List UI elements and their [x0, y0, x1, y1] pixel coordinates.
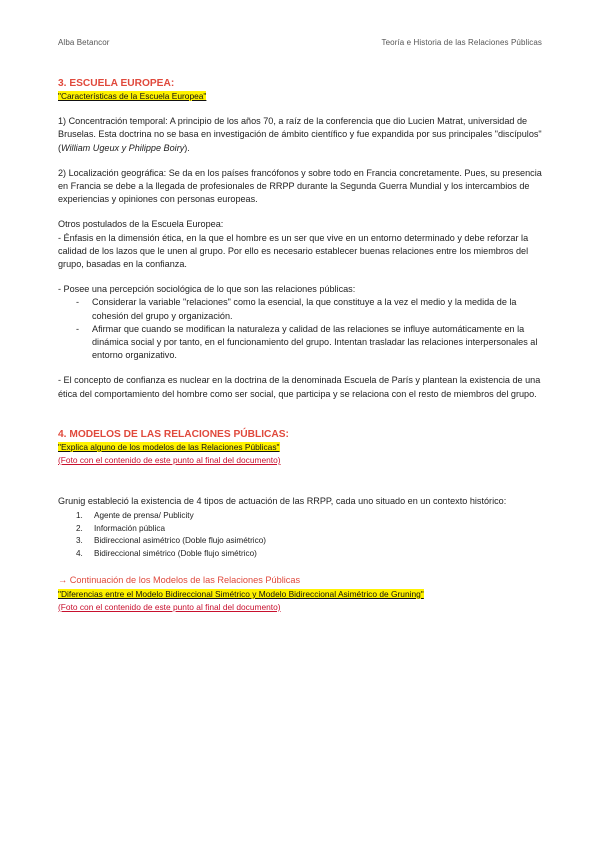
section3-paragraph-2: 2) Localización geográfica: Se da en los países francófonos y sobre todo en Francia concretamente. Pues, su presencia en Francia se debe a la llegada de profesionales de RRPP durante la Segunda Guerra Mundial y los intercambios de experiencias y opiniones con personas europeas.: [58, 167, 542, 205]
section3-title: 3. ESCUELA EUROPEA:: [58, 78, 175, 89]
continuation-heading: → Continuación de los Modelos de las Relaciones Públicas: [58, 575, 301, 586]
list-item: 4. Bidireccional simétrico (Doble flujo simétrico): [76, 548, 257, 558]
header-course: Teoría e Historia de las Relaciones Públicas: [381, 38, 542, 47]
section3-paragraph-1: [58, 115, 544, 155]
p1-italic-names: William Ugeux y Philippe Boiry: [61, 142, 185, 153]
model-text: Bidireccional simétrico (Doble flujo simétrico): [94, 548, 257, 558]
list-item: 2. Información pública: [76, 523, 165, 533]
header-author: Alba Betancor: [58, 38, 110, 47]
percepcion-sociologica: - Posee una percepción sociológica de lo que son las relaciones públicas:: [58, 284, 356, 295]
otros-postulados-title: Otros postulados de la Escuela Europea:: [58, 219, 224, 230]
section4-photo-note-2: (Foto con el contenido de este punto al final del documento): [58, 601, 281, 612]
grunig-paragraph: Grunig estableció la existencia de 4 tipos de actuación de las RRPP, cada uno situado en un contexto histórico:: [58, 496, 507, 507]
model-text: Agente de prensa/ Publicity: [94, 511, 194, 521]
model-text: Información pública: [94, 523, 165, 533]
section4-title: 4. MODELOS DE LAS RELACIONES PÚBLICAS:: [58, 428, 289, 440]
p1-end: ).: [184, 142, 190, 153]
confianza-paragraph: - El concepto de confianza es nuclear en la doctrina de la denominada Escuela de París y plantean la existencia de una ética del comportamiento del hombre como ser social, que participa y se relaciona con el resto de miembros del grupo.: [58, 375, 541, 399]
models-list: [58, 510, 544, 560]
list-item: 3. Bidireccional asimétrico (Doble flujo asimétrico): [76, 536, 266, 546]
bullet-text: Afirmar que cuando se modifican la naturaleza y calidad de las relaciones se influye automáticamente en la dinámica social y por tanto, en el funcionamiento del grupo. Intentan trasladar las relaciones interpersonales al entorno organizativo.: [92, 323, 538, 361]
model-text: Bidireccional asimétrico (Doble flujo asimétrico): [94, 536, 266, 546]
section3-prompt: "Características de la Escuela Europea": [58, 91, 207, 101]
percepcion-list: [58, 296, 544, 362]
bullet-text: Considerar la variable "relaciones" como la esencial, la que constituye a la vez el medio y la medida de la cohesión del grupo y organización.: [92, 297, 517, 321]
list-item: - Considerar la variable "relaciones" como la esencial, la que constituye a la vez el medio y la medida de la cohesión del grupo y organización.: [76, 297, 517, 321]
section4-photo-note: (Foto con el contenido de este punto al final del documento): [58, 455, 281, 466]
p1-text: 1) Concentración temporal: A principio de los años 70, a raíz de la conferencia que dio Lucien Matrat, universidad de Bruselas. Esta doctrina no se basa en investigación de ámbito científico y fue expandida por sus principales "discípulos" (: [58, 116, 542, 153]
document-body: [58, 78, 544, 614]
section4-prompt-2: "Diferencias entre el Modelo Bidireccional Simétrico y Modelo Bidireccional Asimétrico de Gruning": [58, 588, 424, 599]
list-item: - Afirmar que cuando se modifican la naturaleza y calidad de las relaciones se influye automáticamente en la dinámica social y por tanto, en el funcionamiento del grupo. Intentan trasladar las relaciones interpersonales al entorno organizativo.: [76, 323, 538, 361]
section4-prompt: "Explica alguno de los modelos de las Relaciones Públicas": [58, 441, 280, 452]
list-item: 1. Agente de prensa/ Publicity: [76, 511, 194, 521]
otros-postulados-text: - Énfasis en la dimensión ética, en la que el hombre es un ser que vive en un entorno determinado y debe reforzar la calidad de los lazos que le unen al grupo. Por ello es necesario establecer buenas relaciones entre los miembros del grupo, basadas en la confianza.: [58, 232, 529, 270]
